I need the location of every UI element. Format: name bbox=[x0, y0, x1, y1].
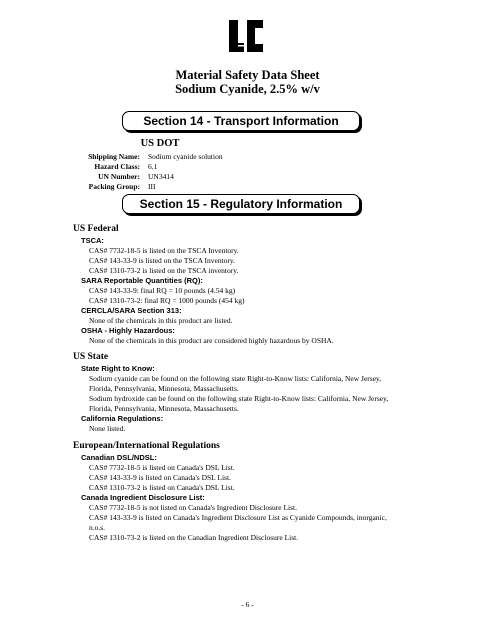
transport-row bbox=[0, 172, 495, 182]
us-state-heading: US State bbox=[73, 352, 109, 362]
text-line: CAS# 1310-73-2: final RQ = 1000 pounds (454 kg) bbox=[89, 296, 245, 305]
european-heading: European/International Regulations bbox=[73, 441, 220, 451]
transport-label: Packing Group: bbox=[88, 182, 140, 191]
page-number: - 6 - bbox=[241, 600, 254, 609]
text-line: None of the chemicals in this product are considered highly hazardous by OSHA. bbox=[89, 336, 334, 345]
transport-value: 6.1 bbox=[148, 162, 158, 171]
transport-label: UN Number: bbox=[98, 172, 140, 181]
cercla-heading: CERCLA/SARA Section 313: bbox=[81, 306, 182, 315]
text-line: None listed. bbox=[89, 424, 126, 433]
transport-value: UN3414 bbox=[148, 172, 174, 181]
tsca-heading: TSCA: bbox=[81, 236, 104, 245]
text-line: CAS# 7732-18-5 is not listed on Canada's Ingredient Disclosure List. bbox=[89, 503, 297, 512]
sara-heading: SARA Reportable Quantities (RQ): bbox=[81, 276, 203, 285]
text-line: CAS# 143-33-9 is listed on Canada's DSL List. bbox=[89, 473, 231, 482]
document-title: Material Safety Data Sheet bbox=[175, 68, 320, 82]
transport-label: Shipping Name: bbox=[88, 152, 140, 161]
text-line: CAS# 143-33-9: final RQ = 10 pounds (4.54 kg) bbox=[89, 286, 236, 295]
california-heading: California Regulations: bbox=[81, 414, 164, 423]
text-line: Florida, Pennsylvania, Minnesota, Massachusetts. bbox=[89, 384, 239, 393]
text-line: CAS# 143-33-9 is listed on Canada's Ingredient Disclosure List as Cyanide Compounds, inorganic, bbox=[89, 513, 387, 522]
text-line: Florida, Pennsylvania, Minnesota, Massachusetts. bbox=[89, 404, 239, 413]
lc-logo-icon bbox=[227, 18, 265, 56]
text-line: CAS# 7732-18-5 is listed on the TSCA Inventory. bbox=[89, 246, 239, 255]
transport-value: Sodium cyanide solution bbox=[148, 152, 223, 161]
text-line: Sodium hydroxide can be found on the following state Right-to-Know lists: California, New Jersey, bbox=[89, 394, 389, 403]
text-line: CAS# 1310-73-2 is listed on the Canadian Ingredient Disclosure List. bbox=[89, 533, 299, 542]
canadian-dsl-heading: Canadian DSL/NDSL: bbox=[81, 453, 157, 462]
text-line: Sodium cyanide can be found on the following state Right-to-Know lists: California, New Jersey, bbox=[89, 374, 382, 383]
right-to-know-heading: State Right to Know: bbox=[81, 364, 155, 373]
text-line: CAS# 1310-73-2 is listed on Canada's DSL List. bbox=[89, 483, 235, 492]
transport-value: III bbox=[148, 182, 156, 191]
product-name: Sodium Cyanide, 2.5% w/v bbox=[175, 82, 320, 96]
us-federal-heading: US Federal bbox=[73, 224, 119, 234]
text-line: CAS# 1310-73-2 is listed on the TSCA inventory. bbox=[89, 266, 239, 275]
text-line: n.o.s. bbox=[89, 523, 106, 532]
us-dot-heading: US DOT bbox=[140, 138, 180, 149]
text-line: CAS# 7732-18-5 is listed on Canada's DSL List. bbox=[89, 463, 235, 472]
transport-label: Hazard Class: bbox=[94, 162, 140, 171]
text-line: None of the chemicals in this product are listed. bbox=[89, 316, 233, 325]
osha-heading: OSHA - Highly Hazardous: bbox=[81, 326, 175, 335]
section-14-header: Section 14 - Transport Information bbox=[122, 111, 360, 131]
section-15-header: Section 15 - Regulatory Information bbox=[122, 194, 360, 214]
transport-row bbox=[0, 182, 495, 192]
ingredient-disclosure-heading: Canada Ingredient Disclosure List: bbox=[81, 493, 205, 502]
transport-row bbox=[0, 162, 495, 172]
text-line: CAS# 143-33-9 is listed on the TSCA Inventory. bbox=[89, 256, 236, 265]
transport-row bbox=[0, 152, 495, 162]
